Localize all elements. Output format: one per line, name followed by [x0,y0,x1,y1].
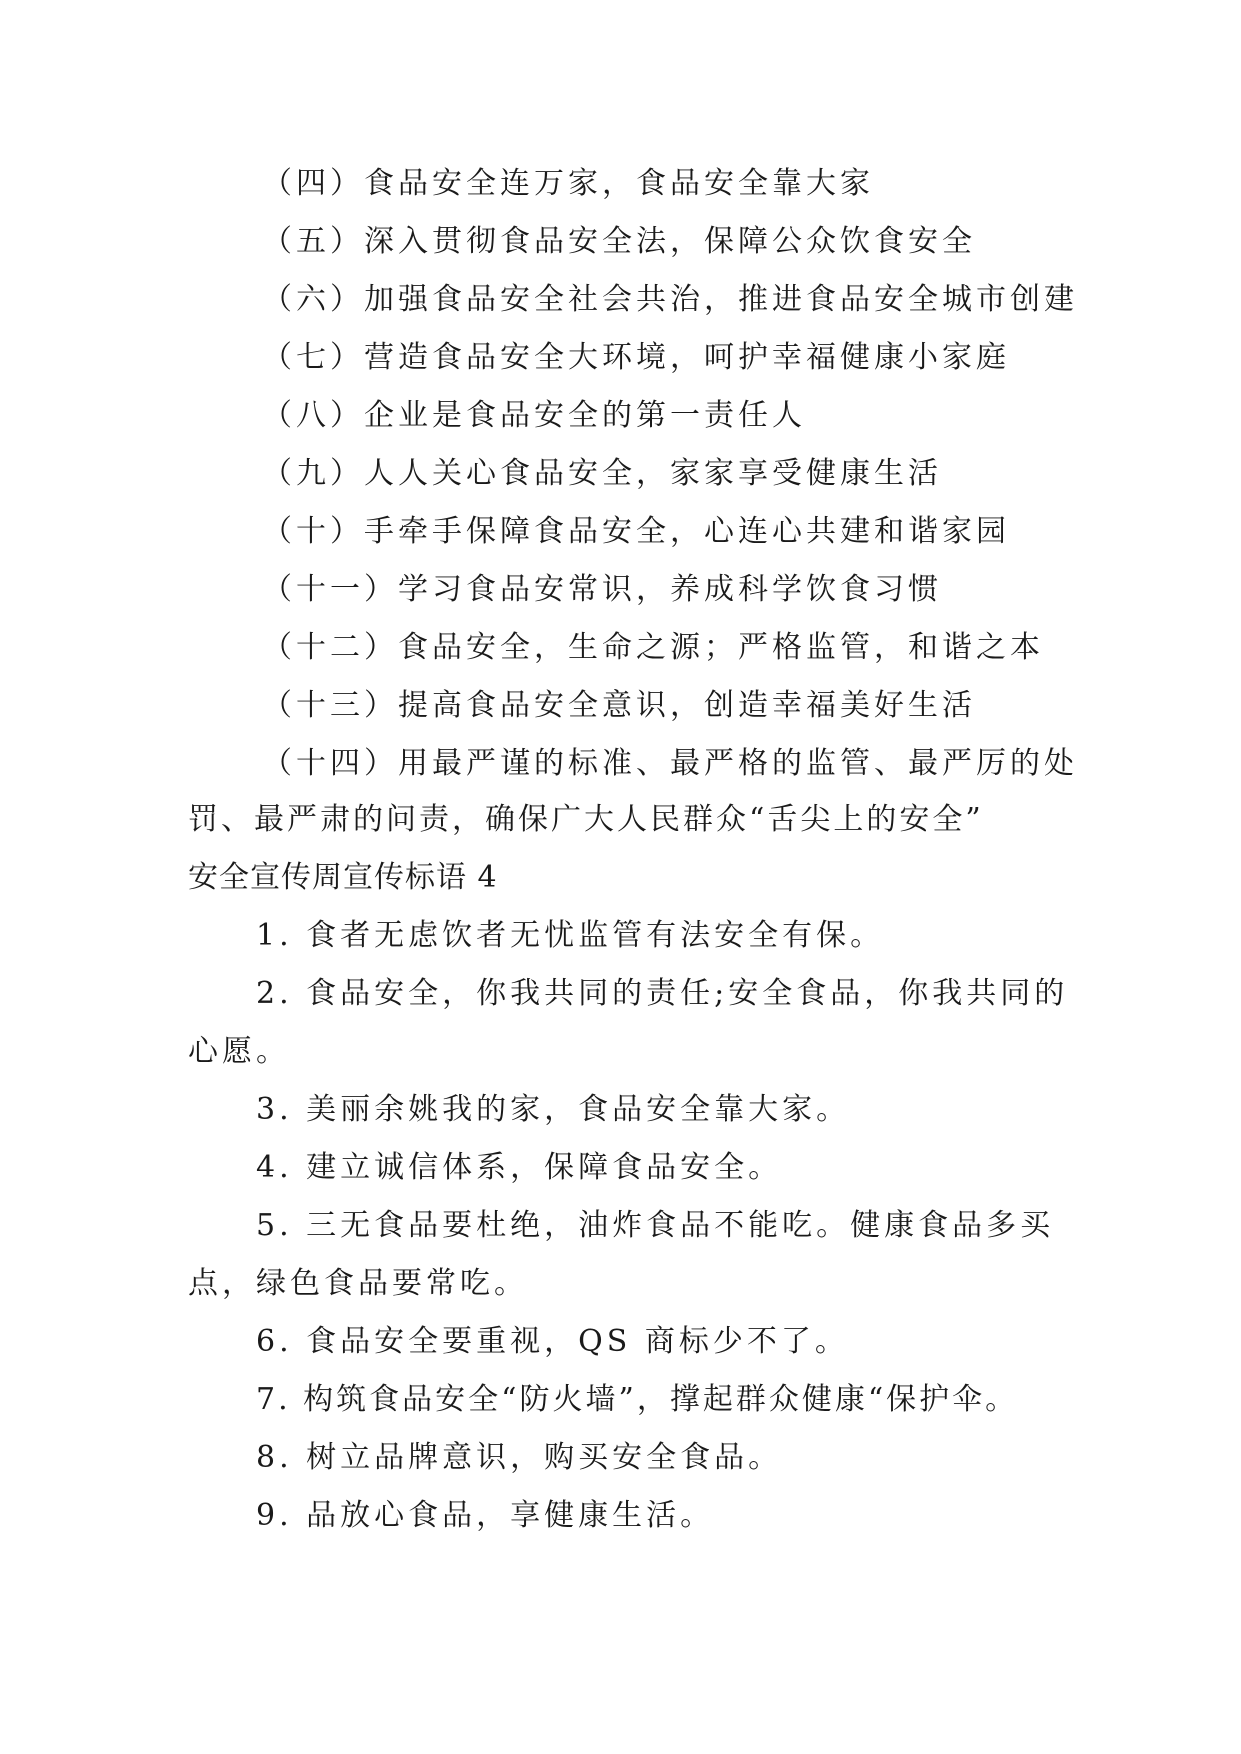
numbered-item-4: 4. 建立诚信体系，保障食品安全。 [256,1150,783,1185]
numbered-item-1: 1. 食者无虑饮者无忧监管有法安全有保。 [256,918,885,953]
slogan-13: （十三）提高食品安全意识，创造幸福美好生活 [262,688,976,723]
section-heading: 安全宣传周宣传标语 4 [188,860,498,895]
slogan-9: （九）人人关心食品安全，家家享受健康生活 [262,456,942,491]
slogan-14-line1: （十四）用最严谨的标准、最严格的监管、最严厉的处 [262,746,1078,781]
slogan-7: （七）营造食品安全大环境，呵护幸福健康小家庭 [262,340,1010,375]
slogan-6: （六）加强食品安全社会共治，推进食品安全城市创建 [262,282,1078,317]
numbered-item-5-line2: 点，绿色食品要常吃。 [188,1266,528,1301]
slogan-4: （四）食品安全连万家，食品安全靠大家 [262,166,874,201]
numbered-item-2-line1: 2. 食品安全，你我共同的责任;安全食品，你我共同的 [256,976,1069,1011]
numbered-item-9: 9. 品放心食品，享健康生活。 [256,1498,715,1533]
numbered-item-5-line1: 5. 三无食品要杜绝，油炸食品不能吃。健康食品多买 [256,1208,1055,1243]
slogan-11: （十一）学习食品安常识，养成科学饮食习惯 [262,572,942,607]
numbered-item-7: 7. 构筑食品安全“防火墙”，撑起群众健康“保护伞。 [256,1382,1019,1417]
numbered-item-2-line2: 心愿。 [188,1034,290,1069]
slogan-12: （十二）食品安全，生命之源；严格监管，和谐之本 [262,630,1044,665]
slogan-5: （五）深入贯彻食品安全法，保障公众饮食安全 [262,224,976,259]
slogan-14-line2: 罚、最严肃的问责，确保广大人民群众“舌尖上的安全” [188,802,984,837]
slogan-8: （八）企业是食品安全的第一责任人 [262,398,806,433]
numbered-item-8: 8. 树立品牌意识，购买安全食品。 [256,1440,783,1475]
numbered-item-6: 6. 食品安全要重视，QS 商标少不了。 [256,1324,849,1359]
numbered-item-3: 3. 美丽余姚我的家，食品安全靠大家。 [256,1092,851,1127]
slogan-10: （十）手牵手保障食品安全，心连心共建和谐家园 [262,514,1010,549]
